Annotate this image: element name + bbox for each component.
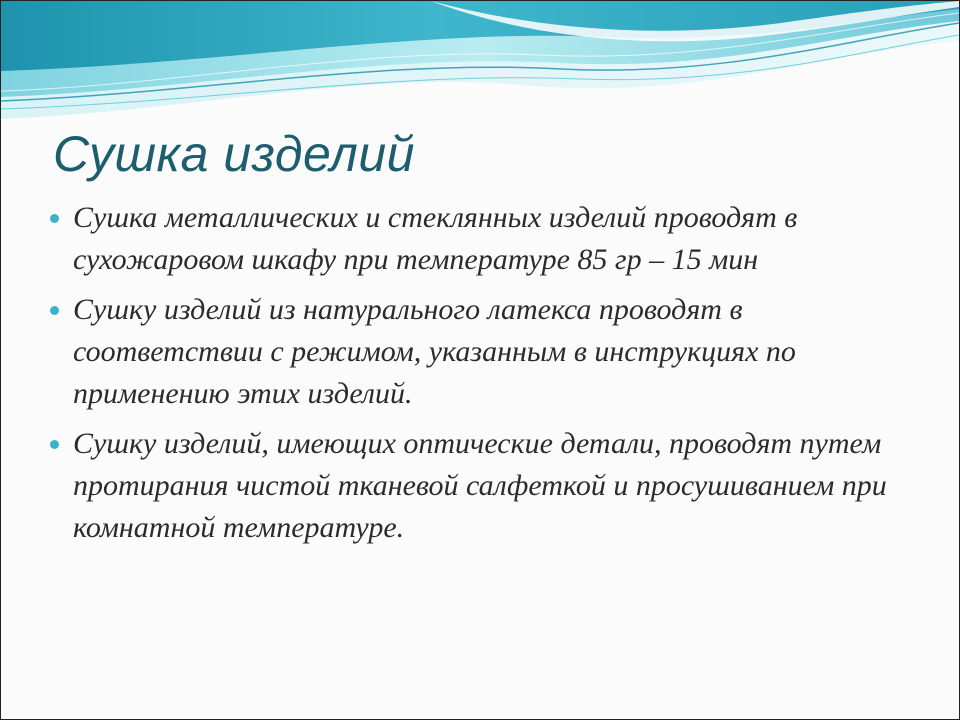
- bullet-item: [47, 197, 897, 281]
- bullet-marker-icon: [50, 306, 59, 315]
- bullet-text: Сушку изделий, имеющих оптические детали, проводят путем протирания чистой тканевой салфеткой и просушиванием при комнатной температуре.: [73, 427, 887, 544]
- slide-title: Сушка изделий: [53, 126, 415, 182]
- bullet-list: [47, 197, 897, 557]
- bullet-marker-icon: [50, 440, 59, 449]
- bullet-text: Сушку изделий из натурального латекса проводят в соответствии с режимом, указанным в инструкциях по применению этих изделий.: [73, 293, 796, 410]
- bullet-text: Сушка металлических и стеклянных изделий проводят в сухожаровом шкафу при температуре 85 гр – 15 мин: [73, 201, 798, 276]
- bullet-marker-icon: [50, 214, 59, 223]
- bullet-item: [47, 289, 897, 415]
- bullet-item: [47, 423, 897, 549]
- wave-header-decoration: [1, 1, 959, 131]
